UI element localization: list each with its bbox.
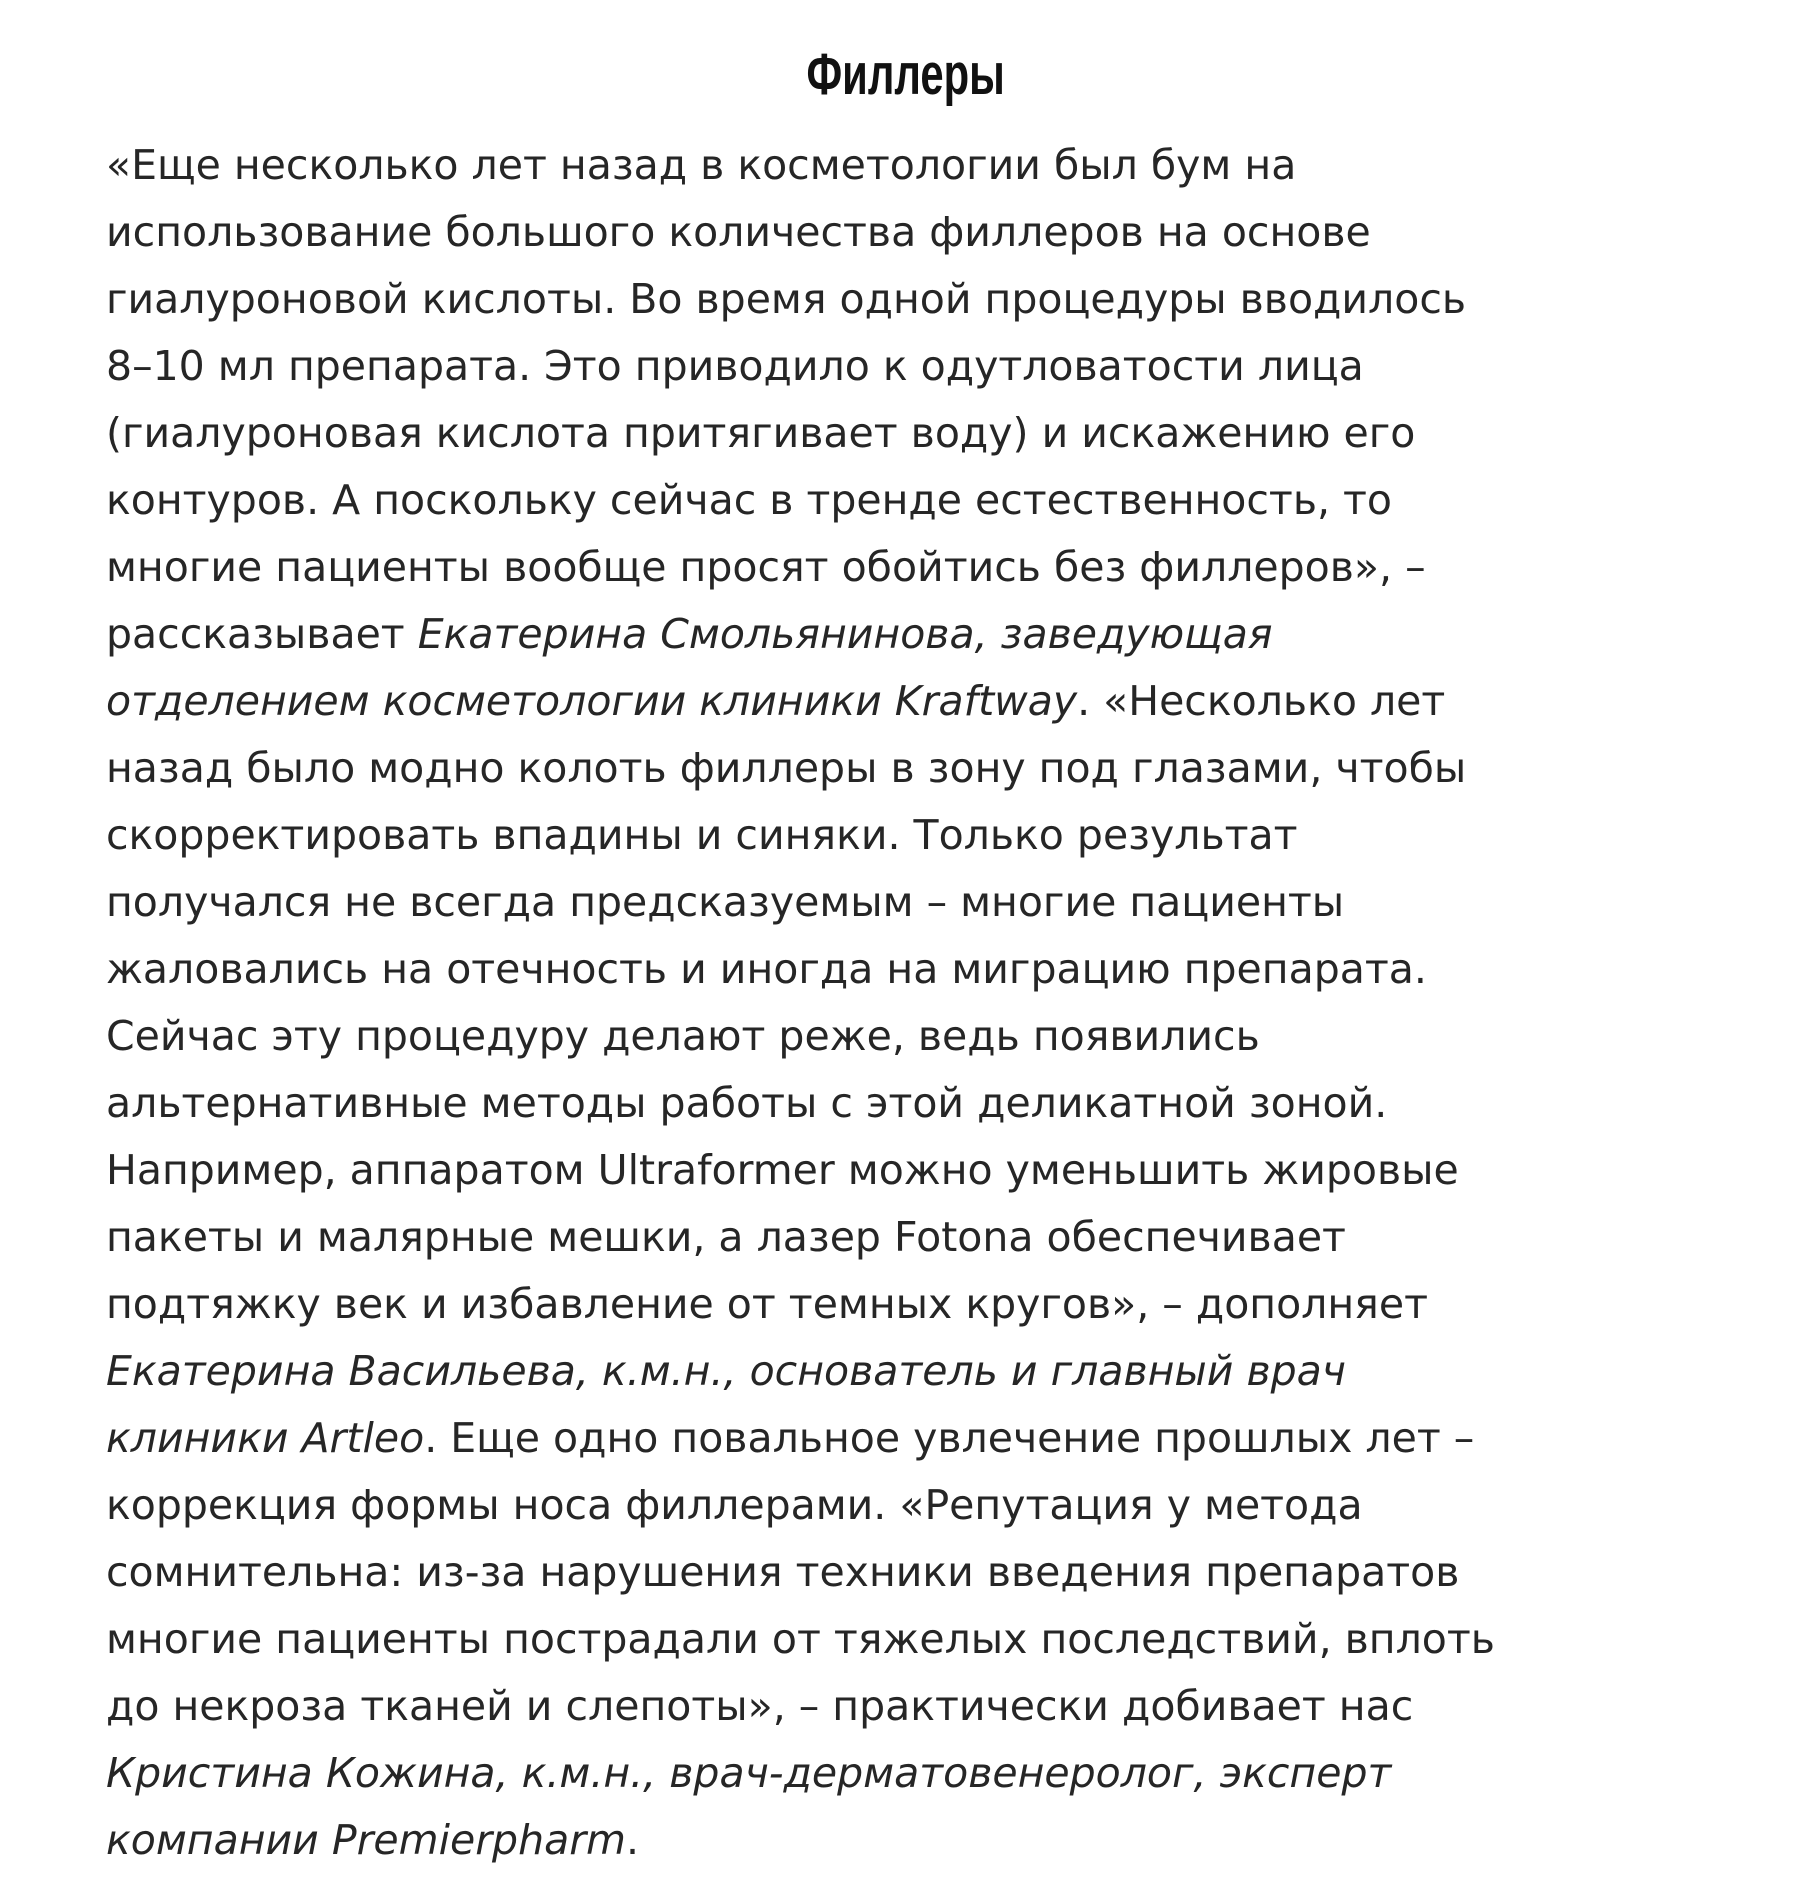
body-line xyxy=(106,199,1706,266)
body-line xyxy=(106,735,1706,802)
body-line xyxy=(106,534,1706,601)
attribution-text: отделением косметологии клиники Kraftway xyxy=(106,677,1078,725)
quote-text: сомнительна: из-за нарушения техники введения препаратов xyxy=(106,1548,1460,1596)
article-body xyxy=(106,132,1706,1874)
body-line xyxy=(106,400,1706,467)
attribution-text: компании Premierpharm xyxy=(106,1816,626,1864)
quote-text: . «Несколько лет xyxy=(1077,677,1446,725)
body-line xyxy=(106,266,1706,333)
quote-text: пакеты и малярные мешки, а лазер Fotona обеспечивает xyxy=(106,1213,1346,1261)
attribution-text: Кристина Кожина, к.м.н., врач-дерматовенеролог, эксперт xyxy=(106,1749,1392,1797)
quote-text: . xyxy=(626,1816,640,1864)
body-line xyxy=(106,1271,1706,1338)
body-line xyxy=(106,1807,1706,1874)
body-line xyxy=(106,1137,1706,1204)
quote-text: назад было модно колоть филлеры в зону под глазами, чтобы xyxy=(106,744,1467,792)
quote-text: получался не всегда предсказуемым – многие пациенты xyxy=(106,878,1345,926)
quote-text: коррекция формы носа филлерами. «Репутация у метода xyxy=(106,1481,1363,1529)
body-line xyxy=(106,1204,1706,1271)
title-wrap xyxy=(106,38,1706,112)
body-line xyxy=(106,601,1706,668)
body-line xyxy=(106,1338,1706,1405)
quote-text: «Еще несколько лет назад в косметологии был бум на xyxy=(106,141,1297,189)
quote-text: (гиалуроновая кислота притягивает воду) и искажению его xyxy=(106,409,1416,457)
body-line xyxy=(106,1539,1706,1606)
quote-text: подтяжку век и избавление от темных кругов», – дополняет xyxy=(106,1280,1428,1328)
quote-text: скорректировать впадины и синяки. Только результат xyxy=(106,811,1298,859)
quote-text: гиалуроновой кислоты. Во время одной процедуры вводилось xyxy=(106,275,1467,323)
quote-text: Сейчас эту процедуру делают реже, ведь появились xyxy=(106,1012,1260,1060)
body-line xyxy=(106,1740,1706,1807)
quote-text: многие пациенты вообще просят обойтись без филлеров», – xyxy=(106,543,1426,591)
body-line xyxy=(106,936,1706,1003)
body-line xyxy=(106,1003,1706,1070)
body-line xyxy=(106,1070,1706,1137)
body-line xyxy=(106,668,1706,735)
body-line xyxy=(106,132,1706,199)
quote-text: жаловались на отечность и иногда на миграцию препарата. xyxy=(106,945,1427,993)
quote-text: контуров. А поскольку сейчас в тренде естественность, то xyxy=(106,476,1393,524)
body-line xyxy=(106,1673,1706,1740)
body-line xyxy=(106,1405,1706,1472)
body-line xyxy=(106,467,1706,534)
quote-text: 8–10 мл препарата. Это приводило к одутловатости лица xyxy=(106,342,1364,390)
quote-text: . Еще одно повальное увлечение прошлых лет – xyxy=(424,1414,1475,1462)
attribution-text: клиники Artleo xyxy=(106,1414,425,1462)
quote-text: многие пациенты пострадали от тяжелых последствий, вплоть xyxy=(106,1615,1495,1663)
body-line xyxy=(106,1606,1706,1673)
body-line xyxy=(106,869,1706,936)
attribution-text: Екатерина Васильева, к.м.н., основатель и главный врач xyxy=(106,1347,1347,1395)
article xyxy=(106,38,1706,1874)
body-line xyxy=(106,802,1706,869)
attribution-text: Екатерина Смольянинова, заведующая xyxy=(417,610,1273,658)
article-title: Филлеры xyxy=(806,42,1006,107)
quote-text: до некроза тканей и слепоты», – практически добивает нас xyxy=(106,1682,1414,1730)
quote-text: альтернативные методы работы с этой деликатной зоной. xyxy=(106,1079,1388,1127)
quote-text: рассказывает xyxy=(106,610,418,658)
body-line xyxy=(106,1472,1706,1539)
quote-text: Например, аппаратом Ultraformer можно уменьшить жировые xyxy=(106,1146,1459,1194)
body-line xyxy=(106,333,1706,400)
quote-text: использование большого количества филлеров на основе xyxy=(106,208,1371,256)
